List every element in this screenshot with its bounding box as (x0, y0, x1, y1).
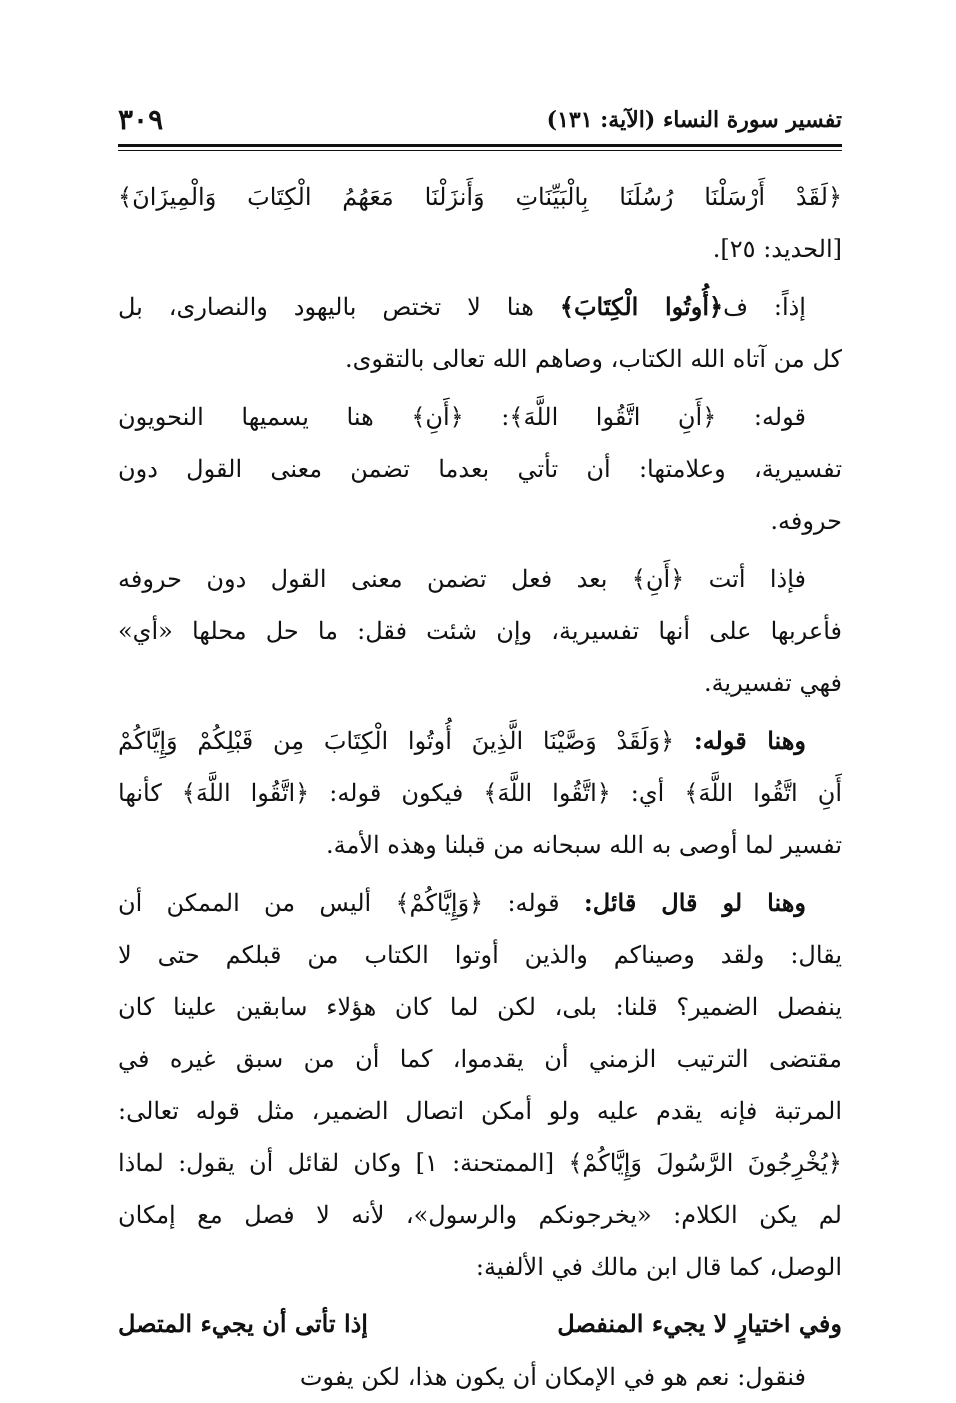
page-header (118, 100, 842, 140)
text-line-citation-hadid: [الحديد: ٢٥]. (712, 235, 842, 263)
running-title: تفسير سورة النساء (الآية: ١٣١) (546, 107, 842, 133)
text-line-quran-hadid: ﴿لَقَدْ أَرْسَلْنَا رُسُلَنَا بِالْبَيِّنَاتِ وَأَنزَلْنَا مَعَهُمُ الْكِتَابَ وَالْمِيزَانَ﴾ (118, 183, 842, 211)
poetry-verse (118, 1297, 842, 1351)
bold-lead: وهنا قوله: (693, 726, 806, 755)
text-line: يقال: ولقد وصيناكم والذين أوتوا الكتاب من قبلكم حتى لا (118, 941, 842, 969)
text-line: فأعربها على أنها تفسيرية، وإن شئت فقل: ما حل محلها «أي» (118, 617, 842, 645)
text-line-paragraph-5 (118, 877, 842, 929)
text-line: الوصل، كما قال ابن مالك في الألفية: (475, 1253, 842, 1281)
text-line: ينفصل الضمير؟ قلنا: بلى، لكن لما كان هؤلاء سابقين علينا كان (118, 993, 842, 1021)
text-span: إذاً: ف (723, 293, 806, 321)
header-rule-thick (118, 144, 842, 147)
text-line-paragraph-3: فإذا أتت ﴿أَنِ﴾ بعد فعل تضمن معنى القول دون حروفه (118, 565, 806, 593)
text-line: حروفه. (770, 507, 842, 535)
text-line-paragraph-2: قوله: ﴿أَنِ اتَّقُوا اللَّهَ﴾: ﴿أَنِ﴾ هنا يسميها النحويون (118, 403, 806, 431)
bold-lead: وهنا لو قال قائل: (583, 888, 806, 917)
verse-first-hemistich: وفي اختيارٍ لا يجيء المنفصل (557, 1309, 842, 1338)
text-line: مقتضى الترتيب الزمني أن يقدموا، كما أن من سبق غيره في (118, 1045, 842, 1073)
text-line: لم يكن الكلام: «يخرجونكم والرسول»، لأنه لا فصل مع إمكان (118, 1201, 842, 1229)
text-line: فهي تفسيرية. (703, 669, 842, 697)
text-line: أَنِ اتَّقُوا اللَّهَ﴾ أي: ﴿اتَّقُوا اللَّهَ﴾ فيكون قوله: ﴿اتَّقُوا اللَّهَ﴾ كأنها (118, 779, 842, 807)
verse-second-hemistich: إذا تأتى أن يجيء المتصل (118, 1309, 368, 1338)
quran-quote: ﴿أُوتُوا الْكِتَابَ﴾ (559, 292, 724, 321)
text-line: تفسيرية، وعلامتها: أن تأتي بعدما تضمن معنى القول دون (118, 455, 842, 483)
text-span: ﴿وَلَقَدْ وَصَّيْنَا الَّذِينَ أُوتُوا الْكِتَابَ مِن قَبْلِكُمْ وَإِيَّاكُمْ (118, 727, 694, 755)
text-span: قوله: ﴿وَإِيَّاكُمْ﴾ أليس من الممكن أن (118, 889, 584, 917)
header-rule-thin (118, 150, 842, 151)
text-line: كل من آتاه الله الكتاب، وصاهم الله تعالى بالتقوى. (344, 345, 842, 373)
page-number: ٣٠٩ (118, 103, 164, 136)
text-span: هنا لا تختص باليهود والنصارى، بل (118, 293, 560, 321)
text-line-paragraph-1 (118, 281, 842, 333)
text-line: ﴿يُخْرِجُونَ الرَّسُولَ وَإِيَّاكُمْ﴾ [الممتحنة: ١] وكان لقائل أن يقول: لماذا (118, 1149, 842, 1177)
text-line: تفسير لما أوصى به الله سبحانه من قبلنا وهذه الأمة. (325, 831, 842, 859)
text-line: المرتبة فإنه يقدم عليه ولو أمكن اتصال الضمير، مثل قوله تعالى: (118, 1097, 842, 1125)
text-line-paragraph-6: فنقول: نعم هو في الإمكان أن يكون هذا، لكن يفوت (299, 1363, 806, 1391)
book-page (118, 100, 842, 1403)
text-line-paragraph-4 (118, 715, 842, 767)
